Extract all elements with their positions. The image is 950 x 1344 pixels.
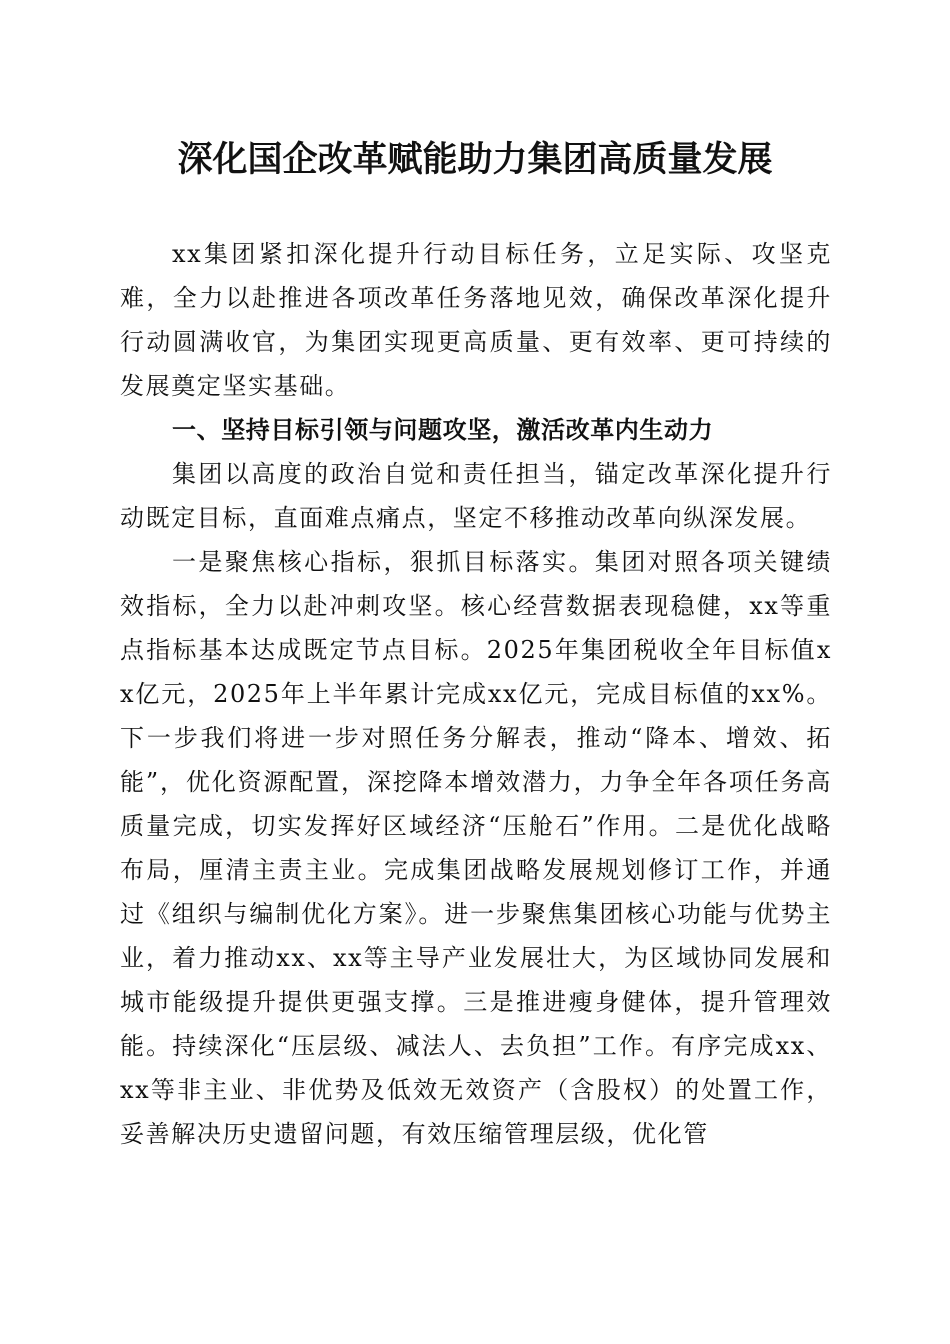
document-title: 深化国企改革赋能助力集团高质量发展 bbox=[177, 139, 773, 180]
section-paragraph-detail: 一是聚焦核心指标，狠抓目标落实。集团对照各项关键绩效指标，全力以赴冲刺攻坚。核心经营数据表现稳健，xx等重点指标基本达成既定节点目标。2025年集团税收全年目标值xx亿元，2025年上半年累计完成xx亿元，完成目标值的xx%。下一步我们将进一步对照任务分解表，推动“降本、增效、拓能”，优化资源配置，深挖降本增效潜力，力争全年各项任务高质量完成，切实发挥好区域经济“压舱石”作用。二是优化战略布局，厘清主责主业。完成集团战略发展规划修订工作，并通过《组织与编制优化方案》。进一步聚焦集团核心功能与优势主业，着力推动xx、xx等主导产业发展壮大，为区域协同发展和城市能级提升提供更强支撑。三是推进瘦身健体，提升管理效能。持续深化“压层级、减法人、去负担”工作。有序完成xx、xx等非主业、非优势及低效无效资产（含股权）的处置工作，妥善解决历史遗留问题，有效压缩管理层级，优化管 bbox=[120, 548, 832, 1148]
intro-paragraph: xx集团紧扣深化提升行动目标任务，立足实际、攻坚克难，全力以赴推进各项改革任务落地见效，确保改革深化提升行动圆满收官，为集团实现更高质量、更有效率、更可持续的发展奠定坚实基础。 bbox=[120, 240, 832, 400]
section-heading: 一、坚持目标引领与问题攻坚，激活改革内生动力 bbox=[172, 416, 714, 444]
document-body bbox=[120, 232, 832, 1156]
section-paragraph: 集团以高度的政治自觉和责任担当，锚定改革深化提升行动既定目标，直面难点痛点，坚定不移推动改革向纵深发展。 bbox=[120, 460, 832, 532]
